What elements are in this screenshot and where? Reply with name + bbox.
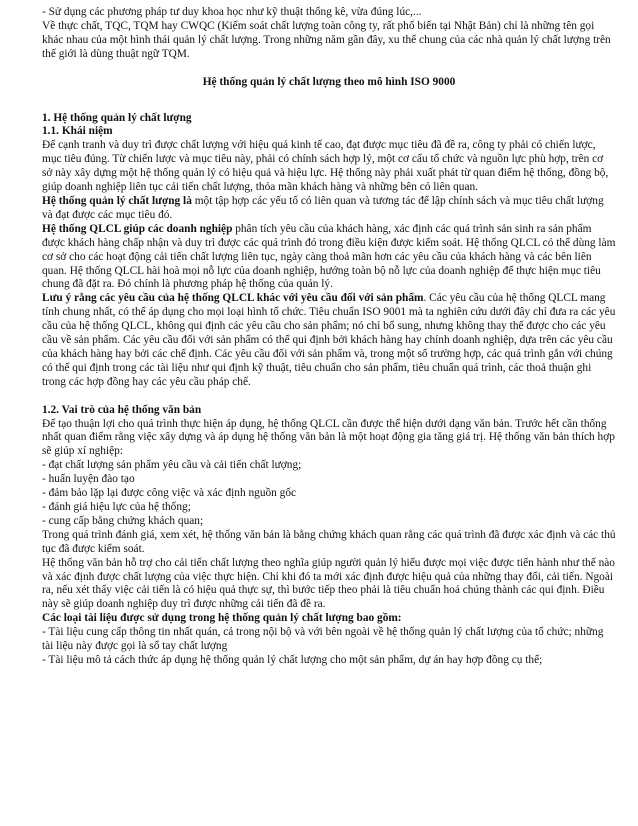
list-item: - đảm bảo lặp lại được công việc và xác định nguồn gốc bbox=[42, 487, 297, 500]
spacer bbox=[42, 90, 616, 112]
intro-line-1: - Sử dụng các phương pháp tư duy khoa học như kỹ thuật thống kê, vừa đúng lúc,... bbox=[42, 6, 422, 18]
intro-paragraph: Về thực chất, TQC, TQM hay CWQC (Kiểm soát chất lượng toàn công ty, rất phổ biến tại Nhật Bản) chỉ là những tên gọi khác nhau của một hình thái quản lý chất lượng. Trong những năm gần đây, xu thế chung của các nhà quản lý chất lượng trên thế giới là dùng thuật ngữ TQM. bbox=[42, 19, 611, 60]
section-1-1-paragraph-4 bbox=[42, 292, 616, 389]
bold-lead: Hệ thống quản lý chất lượng là bbox=[42, 194, 192, 207]
list-item: - huấn luyện đào tạo bbox=[42, 473, 135, 486]
paragraph-text: . Các yêu cầu của hệ thống QLCL mang tính chung nhất, có thể áp dụng cho mọi loại hình tổ chức. Tiêu chuẩn ISO 9001 mà ta nghiên cứu dưới đây chỉ đưa ra các yêu cầu của hệ thống QLCL, không qui định các yêu cầu cho sản phẩm; nó chỉ bổ sung, nhưng không thay thế được cho các yêu cầu về sản phẩm. Các yêu cầu đối với sản phẩm có thể qui định bởi khách hàng hay chính doanh nghiệp, dựa trên các yêu cầu của khách hàng hay bởi các chế định. Các yêu cầu đối với sản phẩm và, trong một số trường hợp, các quá trình gắn với chúng có thể qui định trong các tài liệu như qui định kỹ thuật, tiêu chuẩn cho sản phẩm, tiêu chuẩn quá trình, các thoả thuận ghi trong các hợp đồng hay các yêu cầu pháp chế. bbox=[42, 292, 616, 388]
section-1-2-heading: 1.2. Vai trò của hệ thống văn bản bbox=[42, 403, 202, 416]
list-item: - Tài liệu cung cấp thông tin nhất quán, cả trong nội bộ và với bên ngoài về hệ thống quản lý chất lượng của tổ chức; những tài liệu này được gọi là sổ tay chất lượng bbox=[42, 626, 604, 653]
section-1-2-paragraph-2: Trong quá trình đánh giá, xem xét, hệ thống văn bản là bằng chứng khách quan rằng các quá trình đã được xác định và các thủ tục đã được kiểm soát. bbox=[42, 528, 616, 555]
list-item: - đạt chất lượng sản phẩm yêu cầu và cải tiến chất lượng; bbox=[42, 459, 302, 472]
section-1-1-paragraph-3 bbox=[42, 223, 616, 293]
bold-lead: Hệ thống QLCL giúp các doanh nghiệp bbox=[42, 222, 233, 235]
paragraph-text: phân tích yêu cầu của khách hàng, xác định các quá trình sản sinh ra sản phẩm được khách hàng chấp nhận và duy trì được các quá trình đó trong điều kiện được kiểm soát. Hệ thống QLCL có thể dùng làm cơ sở cho các hoạt động cải tiến chất lượng liên tục, ngày càng thoả mãn hơn các yêu cầu của khách hàng và các bên liên quan. Hệ thống QLCL hài hoà mọi nỗ lực của doanh nghiệp, hướng toàn bộ nỗ lực của doanh nghiệp để thực hiện mục tiêu chung đã đặt ra. Đó chính là phương pháp hệ thống của quản lý. bbox=[42, 222, 616, 291]
section-1-2-paragraph-1: Để tạo thuận lợi cho quá trình thực hiện áp dụng, hệ thống QLCL cần được thể hiện dưới dạng văn bản. Trước hết cần thống nhất quan điểm rằng việc xây dựng và áp dụng hệ thống văn bản là một hoạt động gia tăng giá trị. Hệ thống văn bản thích hợp sẽ giúp xí nghiệp: bbox=[42, 417, 615, 458]
document-types-heading: Các loại tài liệu được sử dụng trong hệ thống quản lý chất lượng bao gồm: bbox=[42, 612, 402, 625]
spacer bbox=[42, 390, 616, 404]
section-1-heading: 1. Hệ thống quản lý chất lượng bbox=[42, 111, 192, 124]
list-item: - Tài liệu mô tả cách thức áp dụng hệ thống quản lý chất lượng cho một sản phẩm, dự án hay hợp đồng cụ thể; bbox=[42, 653, 543, 666]
section-1-2-paragraph-3: Hệ thống văn bản hỗ trợ cho cải tiến chất lượng theo nghĩa giúp người quản lý hiểu được mọi việc được tiến hành như thế nào và xác định được chất lượng của việc thực hiện. Chỉ khi đó ta mới xác định được hiệu quả của những thay đổi, cải tiến. Ngoài ra, nếu xét thấy việc cải tiến là có hiệu quả thực sự, thì bước tiếp theo phải là tiêu chuẩn hoá chúng thành các qui định. Điều này sẽ giúp doanh nghiệp duy trì được những cải tiến đã đề ra. bbox=[42, 556, 615, 611]
section-1-1-paragraph-1: Để cạnh tranh và duy trì được chất lượng với hiệu quả kinh tế cao, đạt được mục tiêu đã đề ra, công ty phải có chiến lược, mục tiêu đúng. Từ chiến lược và mục tiêu này, phải có chính sách hợp lý, một cơ cấu tổ chức và nguồn lực phù hợp, trên cơ sở này xây dựng một hệ thống quản lý có hiệu quả và hiệu lực. Hệ thống này phải xuất phát từ quan điểm hệ thống, đồng bộ, giúp doanh nghiệp liên tục cải tiến chất lượng, thỏa mãn khách hàng và những bên có liên quan. bbox=[42, 139, 609, 194]
document-title: Hệ thống quản lý chất lượng theo mô hình ISO 9000 bbox=[202, 75, 456, 88]
paragraph-text: một tập hợp các yếu tố có liên quan và tương tác để lập chính sách và mục tiêu chất lượng và đạt được các mục tiêu đó. bbox=[42, 194, 604, 221]
section-1-1-paragraph-2 bbox=[42, 195, 616, 223]
bold-lead: Lưu ý rằng các yêu cầu của hệ thống QLCL khác với yêu cầu đối với sản phẩm bbox=[42, 292, 424, 305]
list-item: - cung cấp bằng chứng khách quan; bbox=[42, 514, 204, 527]
list-item: - đánh giá hiệu lực của hệ thống; bbox=[42, 501, 191, 513]
spacer bbox=[42, 62, 616, 76]
section-1-1-heading: 1.1. Khái niệm bbox=[42, 125, 113, 138]
